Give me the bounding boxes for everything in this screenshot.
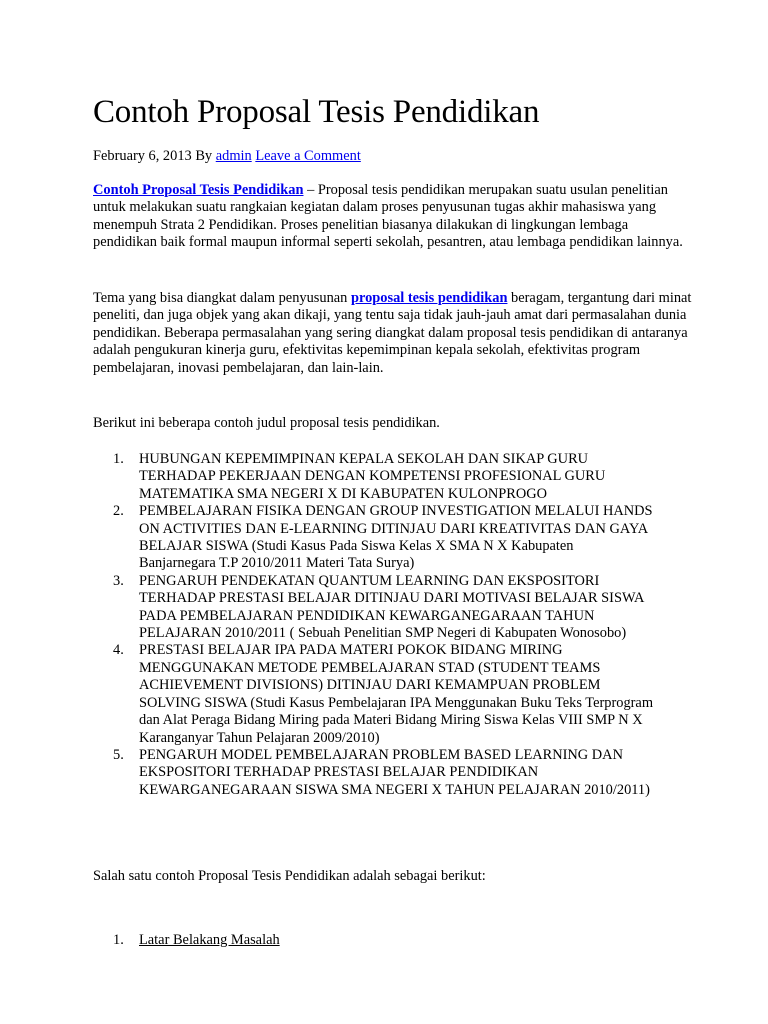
theme-paragraph	[93, 290, 693, 377]
list-number: 5.	[113, 746, 124, 763]
examples-intro: Berikut ini beberapa contoh judul proposal tesis pendidikan.	[93, 415, 440, 431]
list-item-text: PENGARUH PENDEKATAN QUANTUM LEARNING DAN EKSPOSITORI TERHADAP PRESTASI BELAJAR DITINJAU DARI MOTIVASI BELAJAR SISWA PADA PEMBELAJARAN PENDIDIKAN KEWARGANEGARAAN TAHUN PELAJARAN 2010/2011 ( Sebuah Penelitian SMP Negeri di Kabupaten Wonosobo)	[139, 572, 644, 642]
list-number: 2.	[113, 503, 124, 520]
title-keyword-link[interactable]: Contoh Proposal Tesis Pendidikan	[93, 182, 304, 198]
example-proposal-intro: Salah satu contoh Proposal Tesis Pendidikan adalah sebagai berikut:	[93, 868, 486, 884]
thesis-title-list	[93, 451, 653, 799]
list-item-text: PENGARUH MODEL PEMBELAJARAN PROBLEM BASED LEARNING DAN EKSPOSITORI TERHADAP PRESTASI BELAJAR PENDIDIKAN KEWARGANEGARAAN SISWA SMA NEGERI X TAHUN PELAJARAN 2010/2011)	[139, 746, 650, 798]
intro-text: – Proposal tesis pendidikan merupakan suatu usulan penelitian untuk melakukan suatu rangkaian kegiatan dalam proses penyusunan tugas akhir mahasiswa yang menempuh Strata 2 Pendidikan. Proses penelitian biasanya dilakukan di lingkungan lembaga pendidikan baik formal maupun informal seperti sekolah, pesantren, atau lembaga pendidikan lainnya.	[93, 182, 683, 251]
theme-text-after: beragam, tergantung dari minat peneliti, dan juga objek yang akan dikaji, yang tentu saja tidak jauh-jauh amat dari permasalahan dunia pendidikan. Beberapa permasalahan yang sering diangkat dalam proposal tesis pendidikan di antaranya adalah pengukuran kinerja guru, efektivitas kepemimpinan kepala sekolah, efektivitas program pembelajaran, inovasi pembelajaran, dan lain-lain.	[93, 290, 692, 376]
list-item	[93, 747, 653, 799]
proposal-keyword-link[interactable]: proposal tesis pendidikan	[350, 290, 508, 306]
list-number: 4.	[113, 642, 124, 659]
leave-comment-link[interactable]: Leave a Comment	[255, 148, 361, 164]
list-item	[93, 932, 653, 949]
list-number: 3.	[113, 572, 124, 589]
outline-heading: Latar Belakang Masalah	[139, 932, 280, 948]
list-item	[93, 642, 653, 746]
author-link[interactable]: admin	[215, 148, 252, 164]
list-item	[93, 573, 653, 643]
list-item-text: PRESTASI BELAJAR IPA PADA MATERI POKOK BIDANG MIRING MENGGUNAKAN METODE PEMBELAJARAN STAD (STUDENT TEAMS ACHIEVEMENT DIVISIONS) DITINJAU DARI KEMAMPUAN PROBLEM SOLVING SISWA (Studi Kasus Pembelajaran IPA Menggunakan Buku Teks Terprogram dan Alat Peraga Bidang Miring pada Materi Bidang Miring Siswa Kelas VIII SMP N X Karanganyar Tahun Pelajaran 2009/2010)	[139, 642, 654, 746]
list-number: 1.	[113, 451, 124, 467]
list-item-text: HUBUNGAN KEPEMIMPINAN KEPALA SEKOLAH DAN SIKAP GURU TERHADAP PEKERJAAN DENGAN KOMPETENSI PROFESIONAL GURU MATEMATIKA SMA NEGERI X DI KABUPATEN KULONPROGO	[139, 451, 606, 502]
post-date: February 6, 2013	[93, 148, 192, 164]
list-item	[93, 503, 653, 573]
proposal-outline-list	[93, 932, 653, 949]
list-item-text: PEMBELAJARAN FISIKA DENGAN GROUP INVESTIGATION MELALUI HANDS ON ACTIVITIES DAN E-LEARNING DITINJAU DARI KREATIVITAS DAN GAYA BELAJAR SISWA (Studi Kasus Pada Siswa Kelas X SMA N X Kabupaten Banjarnegara T.P 2010/2011 Materi Tata Surya)	[139, 503, 653, 572]
post-meta	[93, 147, 361, 165]
theme-text-before: Tema yang bisa diangkat dalam penyusunan	[93, 290, 351, 306]
by-label: By	[195, 148, 213, 164]
list-item	[93, 451, 653, 503]
intro-paragraph	[93, 182, 693, 252]
list-number: 1.	[113, 932, 124, 948]
page-title: Contoh Proposal Tesis Pendidikan	[93, 94, 540, 130]
